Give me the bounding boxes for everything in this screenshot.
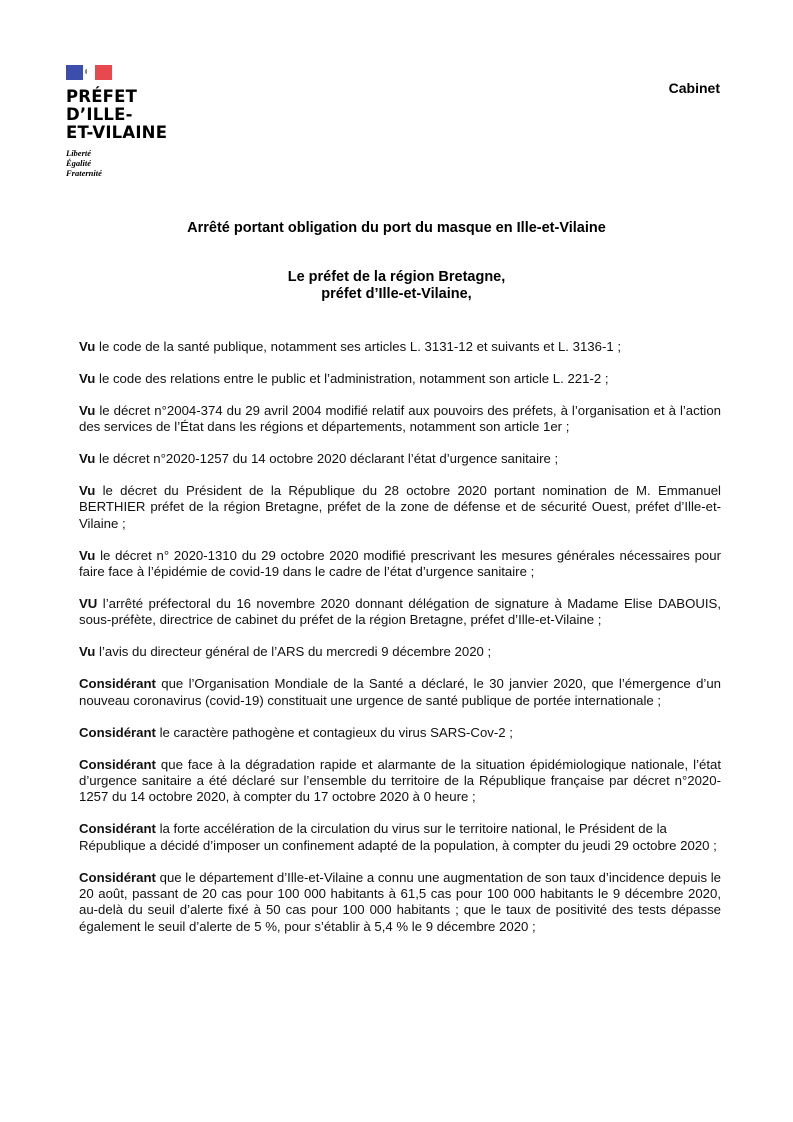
visa-paragraph [79, 483, 721, 532]
paragraph-keyword: Vu [79, 547, 96, 563]
paragraph-text: l’avis du directeur général de l’ARS du mercredi 9 décembre 2020 ; [95, 644, 492, 660]
republic-motto [66, 148, 176, 178]
issuing-authority [0, 269, 793, 303]
prefecture-logo [66, 65, 176, 178]
visa-paragraph [79, 596, 721, 629]
prefecture-name [66, 88, 176, 142]
paragraph-text: le décret n°2004-374 du 29 avril 2004 modifié relatif aux pouvoirs des préfets, à l’organisation et à l’action des services de l’État dans les régions et départements, notamment son article 1er ; [79, 402, 721, 435]
considerant-paragraph [79, 757, 721, 806]
marianne-flag-icon [66, 65, 112, 80]
visa-paragraph [79, 644, 721, 660]
visa-paragraph [79, 451, 721, 467]
flag-white-band [83, 65, 95, 80]
considerant-paragraph [79, 676, 721, 709]
prefecture-name-line: PRÉFET [66, 87, 138, 106]
paragraph-keyword: Vu [79, 339, 96, 354]
decree-body [79, 339, 721, 951]
paragraph-keyword: Vu [79, 483, 96, 499]
paragraph-keyword: Considérant [79, 676, 156, 692]
flag-blue-band [66, 65, 83, 80]
paragraph-text: l’arrêté préfectoral du 16 novembre 2020 donnant délégation de signature à Madame Elise DABOUIS, sous-préfète, directrice de cabinet du préfet de la région Bretagne, préfet d’Ille-et-Vilaine ; [79, 596, 721, 628]
paragraph-keyword: Vu [79, 402, 96, 418]
paragraph-keyword: Considérant [79, 869, 156, 885]
paragraph-keyword: Vu [79, 370, 96, 386]
paragraph-keyword: Vu [79, 644, 96, 660]
visa-paragraph [79, 339, 721, 355]
paragraph-text: le code des relations entre le public et l’administration, notamment son article L. 221-2 ; [95, 370, 609, 386]
paragraph-text: que l’Organisation Mondiale de la Santé a déclaré, le 30 janvier 2020, que l’émergence d’un nouveau coronavirus (covid-19) constituait une urgence de santé publique de portée internationale ; [79, 676, 721, 708]
paragraph-keyword: Considérant [79, 756, 156, 772]
paragraph-keyword: Considérant [79, 821, 156, 837]
paragraph-text: le décret du Président de la République du 28 octobre 2020 portant nomination de M. Emmanuel BERTHIER préfet de la région Bretagne, préfet de la zone de défense et de sécurité Ouest, préfet d’Ille-et-Vilaine ; [79, 483, 721, 531]
paragraph-text: que face à la dégradation rapide et alarmante de la situation épidémiologique nationale, l’état d’urgence sanitaire a été déclaré sur l’ensemble du territoire de la République française par décret n°2020-1257 du 14 octobre 2020, à compter du 17 octobre 2020 à 0 heure ; [79, 756, 721, 805]
visa-paragraph [79, 548, 721, 581]
authority-line: Le préfet de la région Bretagne, [287, 269, 506, 285]
considerant-paragraph [79, 821, 721, 854]
prefecture-name-line: D’ILLE- [66, 105, 133, 124]
visa-paragraph [79, 403, 721, 436]
paragraph-text: que le département d’Ille-et-Vilaine a connu une augmentation de son taux d’incidence depuis le 20 août, passant de 20 cas pour 100 000 habitants à 61,5 cas pour 100 000 habitants le 9 décembre 2020, au-delà du seuil d’alerte fixé à 50 cas pour 100 000 habitants ; que le taux de positivité des tests dépasse également le seuil d’alerte de 5 %, pour s’établir à 5,4 % le 9 décembre 2020 ; [79, 869, 721, 934]
paragraph-keyword: Considérant [79, 724, 156, 740]
motto-line: Liberté [66, 148, 92, 158]
paragraph-text: le décret n° 2020-1310 du 29 octobre 2020 modifié prescrivant les mesures générales nécessaires pour faire face à l’épidémie de covid-19 dans le cadre de l’état d’urgence sanitaire ; [79, 547, 721, 580]
paragraph-keyword: VU [79, 596, 98, 612]
prefecture-name-line: ET-VILAINE [66, 123, 168, 142]
authority-line: préfet d’Ille-et-Vilaine, [321, 286, 472, 302]
issuing-service: Cabinet [668, 80, 720, 96]
paragraph-keyword: Vu [79, 451, 96, 467]
decree-title: Arrêté portant obligation du port du masque en Ille-et-Vilaine [187, 220, 606, 236]
paragraph-text: la forte accélération de la circulation du virus sur le territoire national, le Président de la République a décidé d’imposer un confinement adapté de la population, à compter du jeudi 29 octobre 2020 ; [79, 821, 717, 853]
considerant-paragraph [79, 725, 721, 741]
motto-line: Fraternité [66, 168, 102, 178]
paragraph-text: le caractère pathogène et contagieux du virus SARS-Cov-2 ; [155, 724, 513, 740]
flag-red-band [95, 65, 112, 80]
motto-line: Égalité [66, 158, 92, 168]
paragraph-text: le décret n°2020-1257 du 14 octobre 2020 déclarant l’état d’urgence sanitaire ; [95, 451, 559, 467]
visa-paragraph [79, 371, 721, 387]
considerant-paragraph [79, 870, 721, 936]
paragraph-text: le code de la santé publique, notamment ses articles L. 3131-12 et suivants et L. 3136-1 ; [95, 339, 622, 354]
